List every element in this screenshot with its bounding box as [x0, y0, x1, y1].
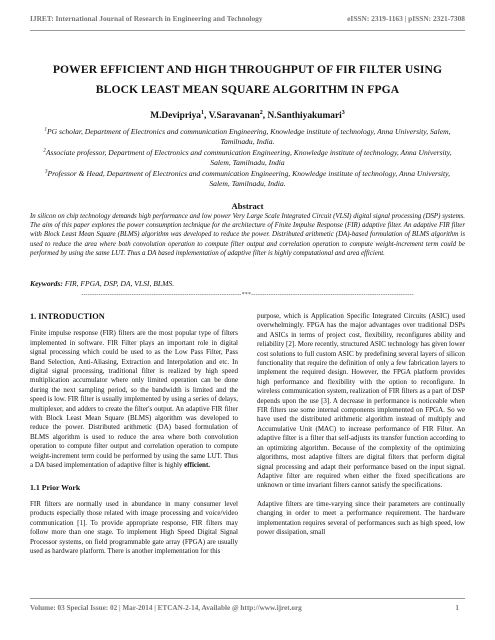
intro-bold-tail: efficient. [184, 461, 211, 470]
affiliations [36, 127, 459, 189]
footer-rule [30, 598, 465, 599]
title-line-1: POWER EFFICIENT AND HIGH THROUGHPUT OF FIR FILTER USING [52, 63, 443, 76]
author-superscript: 3 [341, 109, 345, 116]
intro-paragraph [30, 329, 238, 470]
author-name: M.Devipriya [150, 111, 201, 121]
section-separator: -------------------------------------------------------------------------***-------------------------------------------------------------------------- [81, 292, 414, 298]
author-superscript: 2 [259, 109, 263, 116]
keywords-label: Keywords: [30, 279, 63, 288]
page-number: 1 [455, 604, 459, 612]
header-rule [30, 30, 465, 31]
keywords [30, 279, 174, 288]
author-name: V.Saravanan [208, 111, 260, 121]
intro-text: Finite impulse response (FIR) filters are the most popular type of filters implemented in software. FIR Filter plays an important role in digital signal processing which could be used to as the Low Pass Filter, Pass Band Selection, Anti-Aliasing, Extraction and Interpolation and etc. In digital signal processing, traditional filter is realized by high speed multiplication accumulator where only limited operation can be done during the next sampling period, so the bandwidth is limited and the speed is low. FIR filter is usually implemented by using a series of delays, multiplexer, and adders to create the filter's output. An adaptive FIR filter with Block Least Mean Square (BLMS) algorithm was developed to reduce the power. Distributed arithmetic (DA) based formulation of BLMS algorithm is used to reduce the area where both convolution operation to compute filter output and correlation operation to compute weight-increment term could be performed by using the same LUT. Thus a DA based implementation of adaptive filter is highly [30, 329, 238, 470]
affiliation [36, 148, 459, 169]
abstract-text: In silicon on chip technology demands high performance and low power Very Large Scale Integrated Circuit (VLSI) digital signal processing (DSP) systems. The aim of this paper explores the power consumption technique for the architecture of Finite Impulse Response (FIR) adaptive filter. An adaptive FIR filter with Block Least Mean Square (BLMS) algorithm was developed to reduce the power. Distributed arithmetic (DA)-based formulation of BLMS algorithm is used to reduce the area where both convolution operation to compute filter output and correlation operation to compute weight-increment term could be performed by using the same LUT. Thus a DA based implementation of adaptive filter is highly computational and area efficient. [30, 213, 465, 257]
left-column [30, 312, 238, 565]
subsection-heading-prior-work: 1.1 Prior Work [30, 482, 81, 492]
affiliation [36, 169, 459, 190]
right-paragraph-2: Adaptive filters are time-varying since their parameters are continually changing in order to meet a performance requirement. The hardware implementation requires several of performances such as high speed, low power dissipation, small [257, 499, 465, 536]
affiliation-text: PG scholar, Department of Electronics and communication Engineering, Knowledge institute of technology, Anna University, Salem, Tamilnadu, India. [47, 127, 451, 147]
footer-citation: Volume: 03 Special Issue: 02 | Mar-2014 | ETCAN-2-14, Available @ http://www.ijret.org [30, 604, 302, 612]
author-name: N.Santhiyakumari [267, 111, 342, 121]
affiliation-superscript: 1 [44, 127, 47, 133]
author-superscript: 1 [201, 109, 205, 116]
abstract-heading: Abstract [231, 201, 264, 211]
keywords-text: FIR, FPGA, DSP, DA, VLSI, BLMS. [62, 279, 175, 288]
right-paragraph-1: purpose, which is Application Specific Integrated Circuits (ASIC) used overwhelmingly. FPGA has the major advantages over traditional DSPs and ASICs in terms of project cost, flexibility, reconfigures ability and reliability [2]. More recently, structured ASIC technology has given lower cost solutions to full custom ASIC by predefining several layers of silicon functionality that require the definition of only a few fabrication layers to implement the required design. However, the FPGA platform provides high performance and flexibility with the option to reconfigure. In wireless communication system, realization of FIR filters as a part of DSP depends upon the use [3]. A decrease in performance is noticeable when FIR filters use some internal components implemented on FPGA. So we have used the distributed arithmetic algorithm instead of multiply and Accumulative Unit (MAC) to increase performance of FIR Filter. An adaptive filter is a filter that self-adjusts its transfer function according to an optimizing algorithm. Because of the complexity of the optimizing algorithms, most adaptive filters are digital filters that perform digital signal processing and adapt their performance based on the input signal. Adaptive filter are required when either the fixed specifications are unknown or time invariant filters cannot satisfy the specifications. [257, 312, 466, 490]
author-separator: , [204, 111, 209, 121]
prior-work-paragraph: FIR filters are normally used in abundance in many consumer level products especially those related with image processing and voice/video communication [1]. To provide appropriate response, FIR filters may follow more than one stage. To implement High Speed Digital Signal Processor systems, on field programmable gate array (FPGA) are usually used as hardware platform. There is another implementation for this [30, 499, 238, 555]
right-column [257, 312, 465, 546]
affiliation [36, 127, 459, 148]
affiliation-text: Professor & Head, Department of Electronics and communication Engineering, Knowledge institute of technology, Anna University, Salem, Tamilnadu, India. [47, 168, 451, 189]
running-header [30, 14, 465, 26]
affiliation-superscript: 3 [44, 169, 48, 175]
paper-title [20, 60, 475, 100]
journal-name: IJRET: International Journal of Research in Engineering and Technology [30, 14, 263, 23]
section-heading-introduction: 1. INTRODUCTION [30, 312, 105, 321]
title-line-2: BLOCK LEAST MEAN SQUARE ALGORITHM IN FPGA [95, 83, 400, 96]
issn-info: eISSN: 2319-1163 | pISSN: 2321-7308 [347, 14, 465, 23]
affiliation-superscript: 2 [43, 148, 46, 154]
author-separator: , [262, 111, 268, 121]
running-footer [30, 604, 465, 612]
author-list [30, 111, 465, 121]
affiliation-text: Associate professor, Department of Electronics and communication Engineering, Knowledge institute of technology, Anna University, Salem, Tamilnadu, India [45, 147, 452, 168]
